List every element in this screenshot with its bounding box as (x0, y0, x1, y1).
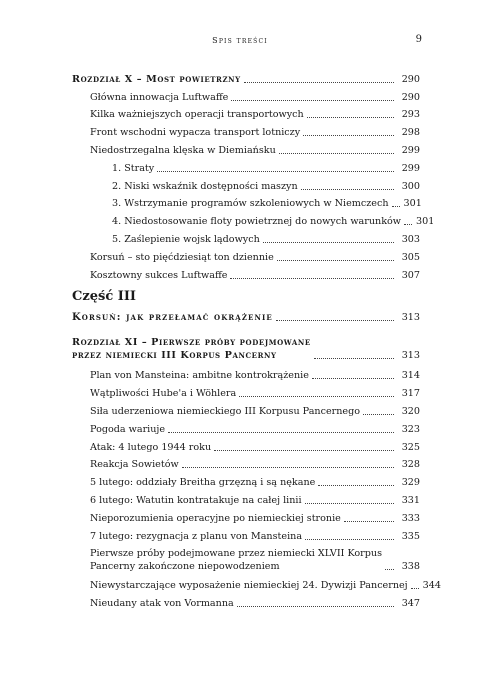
toc-title-multiline (72, 336, 311, 362)
toc-title: Reakcja Sowietów (90, 459, 179, 471)
toc-title: Główna innowacja Luftwaffe (90, 91, 229, 103)
toc-subentry[interactable] (72, 157, 420, 175)
toc-entry[interactable] (72, 400, 420, 418)
dot-leader (305, 503, 394, 504)
dot-leader (244, 82, 394, 83)
dot-leader (237, 606, 394, 607)
toc-page: 314 (401, 370, 420, 382)
toc-title: 1. Straty (112, 162, 155, 174)
toc-page: 329 (401, 477, 420, 489)
toc-title: Siła uderzeniowa niemieckiego III Korpusu Pancernego (90, 405, 361, 417)
dot-leader (404, 224, 412, 225)
dot-leader (168, 432, 394, 433)
toc-entry[interactable] (72, 454, 420, 472)
toc-title: Niewystarczające wyposażenie niemieckiej 24. Dywizji Pancernej (90, 580, 408, 592)
toc-page: 325 (401, 441, 420, 453)
toc-title: 5. Zaślepienie wojsk lądowych (112, 233, 260, 245)
toc-title: Niedostrzegalna klęska w Diemiańsku (90, 144, 276, 156)
toc-page: 335 (401, 530, 420, 542)
toc-subentry[interactable] (72, 228, 420, 246)
toc-entry[interactable] (72, 382, 420, 400)
toc-title: Nieporozumienia operacyjne po niemieckiej stronie (90, 512, 341, 524)
toc-title: Rozdział X – Most powietrzny (72, 73, 241, 85)
dot-leader (182, 467, 394, 468)
dot-leader (230, 278, 394, 279)
dot-leader (307, 117, 394, 118)
toc-entry[interactable] (72, 418, 420, 436)
toc-page: 333 (401, 512, 420, 524)
toc-title: Atak: 4 lutego 1944 roku (90, 441, 212, 453)
dot-leader (385, 569, 394, 570)
dot-leader (411, 588, 419, 589)
toc-page: 301 (416, 216, 435, 228)
toc-title-multiline (90, 547, 382, 573)
toc-page: 300 (401, 180, 420, 192)
toc-entry[interactable] (72, 246, 420, 264)
toc-page: 299 (401, 162, 420, 174)
toc-entry[interactable] (72, 86, 420, 104)
toc-page: 305 (401, 251, 420, 263)
toc-entry[interactable] (72, 139, 420, 157)
toc-page: 299 (401, 144, 420, 156)
toc-entry[interactable] (72, 121, 420, 139)
toc-title: Wątpliwości Hube'a i Wöhlera (90, 388, 237, 400)
toc-title-line2: Pancerny zakończone niepowodzeniem (90, 560, 280, 572)
toc-entry[interactable] (72, 525, 420, 543)
part-label: Część III (72, 288, 137, 304)
toc-subentry[interactable] (72, 210, 435, 228)
dot-leader (157, 171, 394, 172)
dot-leader (279, 153, 394, 154)
toc-page: 313 (401, 349, 420, 361)
dot-leader (301, 189, 394, 190)
toc-page: 328 (401, 459, 420, 471)
toc-subentry[interactable] (72, 193, 420, 211)
toc-entry[interactable] (72, 507, 420, 525)
dot-leader (318, 485, 394, 486)
toc-entry[interactable] (72, 575, 441, 593)
toc-title: Plan von Mansteina: ambitne kontrokrążenie (90, 370, 309, 382)
toc-entry[interactable] (72, 471, 420, 489)
toc-page: 331 (401, 494, 420, 506)
toc-page: 313 (401, 311, 420, 323)
table-of-contents (72, 68, 441, 610)
dot-leader (363, 414, 394, 415)
toc-title: 4. Niedostosowanie floty powietrznej do nowych warunków (112, 216, 402, 228)
toc-title: Kosztowny sukces Luftwaffe (90, 269, 228, 281)
toc-chapter-11[interactable] (72, 330, 420, 362)
toc-page: 298 (401, 127, 420, 139)
dot-leader (312, 378, 394, 379)
toc-title: Kilka ważniejszych operacji transportowych (90, 109, 304, 121)
dot-leader (305, 539, 394, 540)
toc-title: Front wschodni wypacza transport lotniczy (90, 127, 301, 139)
dot-leader (239, 396, 394, 397)
page-number: 9 (415, 34, 422, 45)
toc-title: 5 lutego: oddziały Breitha grzęzną i są nękane (90, 477, 316, 489)
toc-title: Nieudany atak von Vormanna (90, 598, 234, 610)
toc-title: Pogoda wariuje (90, 423, 166, 435)
dot-leader (344, 521, 394, 522)
toc-entry[interactable] (72, 365, 420, 383)
toc-entry[interactable] (72, 489, 420, 507)
toc-title-line1: Pierwsze próby podejmowane przez niemiecki XLVII Korpus (90, 547, 383, 559)
dot-leader (263, 242, 394, 243)
toc-page: 293 (401, 109, 420, 121)
toc-page: 347 (401, 598, 420, 610)
toc-page: 320 (401, 405, 420, 417)
toc-page: 307 (401, 269, 420, 281)
toc-title: 3. Wstrzymanie programów szkoleniowych w Niemczech (112, 198, 389, 210)
toc-entry[interactable] (72, 104, 420, 122)
dot-leader (314, 358, 394, 359)
toc-title-line2: przez niemiecki III Korpus Pancerny (72, 349, 277, 361)
dot-leader (276, 320, 394, 321)
toc-entry-multiline[interactable] (72, 543, 420, 573)
dot-leader (214, 450, 394, 451)
toc-title: 2. Niski wskaźnik dostępności maszyn (112, 180, 298, 192)
toc-page: 290 (401, 91, 420, 103)
toc-part-3[interactable] (72, 306, 420, 324)
toc-subentry[interactable] (72, 175, 420, 193)
toc-page: 338 (401, 560, 420, 572)
toc-page: 344 (422, 580, 441, 592)
toc-page: 303 (401, 233, 420, 245)
dot-leader (392, 206, 400, 207)
toc-page: 301 (403, 198, 422, 210)
toc-title: 6 lutego: Watutin kontratakuje na całej linii (90, 494, 302, 506)
toc-entry[interactable] (72, 436, 420, 454)
toc-entry[interactable] (72, 592, 420, 610)
toc-title: 7 lutego: rezygnacja z planu von Mansteina (90, 530, 303, 542)
toc-title: Korsuń – sto pięćdziesiąt ton dziennie (90, 251, 274, 263)
dot-leader (303, 135, 394, 136)
toc-title-line1: Rozdział XI – Pierwsze próby podejmowane (72, 336, 311, 348)
toc-title: Korsuń: jak przełamać okrążenie (72, 311, 273, 323)
dot-leader (231, 100, 394, 101)
toc-entry[interactable] (72, 264, 420, 282)
toc-page: 290 (401, 73, 420, 85)
dot-leader (277, 260, 394, 261)
running-head: Spis treści (212, 36, 268, 45)
toc-chapter-10[interactable] (72, 68, 420, 86)
toc-page: 323 (401, 423, 420, 435)
toc-page: 317 (401, 388, 420, 400)
